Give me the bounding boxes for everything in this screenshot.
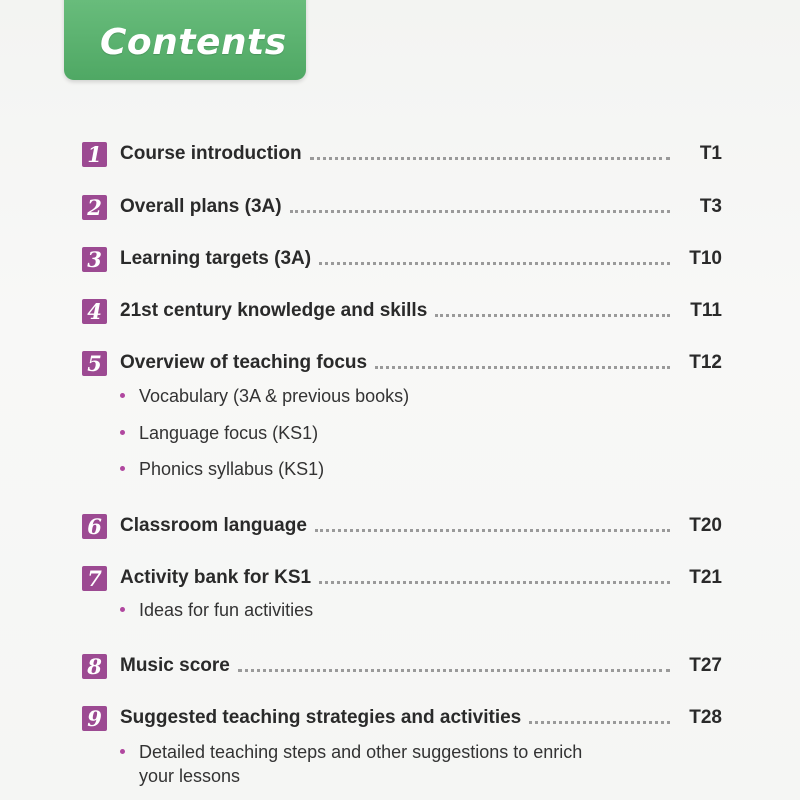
entry-number-8: 8 xyxy=(82,654,107,679)
entry-number-3: 3 xyxy=(82,247,107,272)
toc-entry-4[interactable] xyxy=(82,297,722,325)
entry-number-1: 1 xyxy=(82,142,107,167)
subitem xyxy=(120,421,318,445)
entry-number-4: 4 xyxy=(82,299,107,324)
entry-number-2: 2 xyxy=(82,195,107,220)
subitem-label: Detailed teaching steps and other suggestions to enrich your lessons xyxy=(139,742,583,786)
entry-page-8: T27 xyxy=(689,655,722,676)
entry-label-1: Course introduction xyxy=(120,143,302,164)
page-title: Contents xyxy=(100,22,287,63)
subitem-label: Ideas for fun activities xyxy=(139,600,314,620)
entry-page-3: T10 xyxy=(689,248,722,269)
entry-number-5: 5 xyxy=(82,351,107,376)
entry-number-7: 7 xyxy=(82,566,107,591)
subitem-label: Vocabulary (3A & previous books) xyxy=(139,386,410,406)
bullet-icon xyxy=(120,393,125,398)
entry-page-9: T28 xyxy=(689,707,722,728)
subitem xyxy=(120,384,409,408)
entry-label-9: Suggested teaching strategies and activities xyxy=(120,707,522,728)
entry-page-5: T12 xyxy=(689,352,722,373)
entry-label-7: Activity bank for KS1 xyxy=(120,567,312,588)
toc-entry-6[interactable] xyxy=(82,512,722,540)
subitem-label: Phonics syllabus (KS1) xyxy=(139,459,325,479)
entry-page-6: T20 xyxy=(689,515,722,536)
bullet-icon xyxy=(120,607,125,612)
dot-leader xyxy=(290,210,670,213)
entry-label-3: Learning targets (3A) xyxy=(120,248,312,269)
entry-page-7: T21 xyxy=(689,567,722,588)
entry-label-2: Overall plans (3A) xyxy=(120,196,282,217)
subitem-label: Language focus (KS1) xyxy=(139,423,319,443)
dot-leader xyxy=(310,157,670,160)
toc-entry-8[interactable] xyxy=(82,652,722,680)
entry-label-5: Overview of teaching focus xyxy=(120,352,368,373)
dot-leader xyxy=(435,314,670,317)
entry-label-8: Music score xyxy=(120,655,230,676)
dot-leader xyxy=(238,669,670,672)
bullet-icon xyxy=(120,466,125,471)
dot-leader xyxy=(375,366,670,369)
toc-entry-2[interactable] xyxy=(82,193,722,221)
dot-leader xyxy=(529,721,670,724)
toc-entry-1[interactable] xyxy=(82,140,722,168)
toc-entry-3[interactable] xyxy=(82,245,722,273)
entry-page-1: T1 xyxy=(699,143,722,164)
entry-label-4: 21st century knowledge and skills xyxy=(120,300,428,321)
subitem xyxy=(120,740,609,788)
dot-leader xyxy=(319,581,670,584)
dot-leader xyxy=(315,529,670,532)
toc-entry-9[interactable] xyxy=(82,704,722,732)
entry-page-2: T3 xyxy=(699,196,722,217)
subitem xyxy=(120,598,313,622)
subitem xyxy=(120,457,324,481)
toc-entry-7[interactable] xyxy=(82,564,722,592)
dot-leader xyxy=(319,262,670,265)
entry-page-4: T11 xyxy=(690,300,722,321)
bullet-icon xyxy=(120,749,125,754)
entry-label-6: Classroom language xyxy=(120,515,307,536)
entry-number-9: 9 xyxy=(82,706,107,731)
bullet-icon xyxy=(120,430,125,435)
toc-entry-5[interactable] xyxy=(82,349,722,377)
entry-number-6: 6 xyxy=(82,514,107,539)
